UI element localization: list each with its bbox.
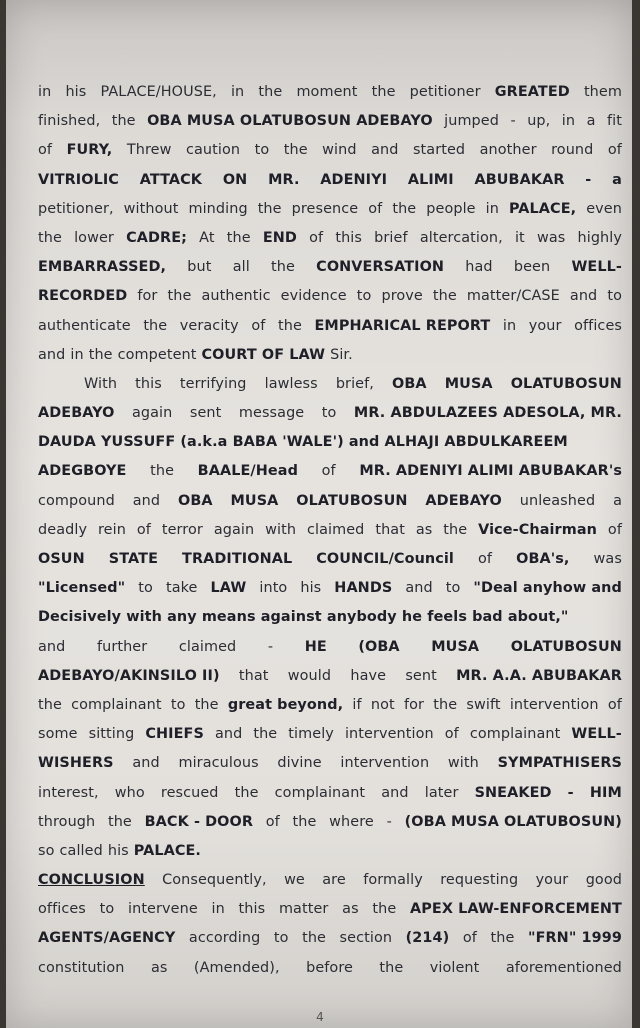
text-word: COURT OF LAW: [201, 346, 326, 363]
text-word: of: [38, 142, 53, 159]
text-word: the: [226, 229, 251, 246]
text-word: -: [510, 113, 516, 130]
text-word: in: [485, 200, 499, 217]
text-word: but: [187, 259, 212, 276]
text-word: MR.: [268, 171, 300, 188]
text-word: in: [38, 84, 52, 100]
text-word: good: [585, 872, 622, 889]
text-word: if: [352, 696, 362, 713]
text-line: [38, 107, 622, 136]
text-line: [38, 837, 622, 866]
text-word: the: [379, 959, 404, 976]
text-word: deadly: [38, 521, 88, 538]
text-word: the: [257, 200, 282, 217]
text-word: Sir.: [330, 346, 353, 363]
text-word: who: [114, 784, 145, 801]
text-word: formally: [363, 872, 423, 889]
text-word: OLATUBOSUN: [510, 375, 622, 392]
text-word: MR. A.A. ABUBAKAR: [456, 667, 622, 684]
text-word: matter: [278, 901, 329, 918]
text-word: that: [238, 667, 269, 684]
text-word: in: [230, 84, 245, 100]
text-word: fit: [606, 113, 622, 130]
text-line: [38, 224, 622, 253]
text-word: offices: [574, 317, 622, 334]
text-line: [38, 136, 622, 165]
text-word: MR. ABDULAZEES ADESOLA, MR.: [353, 405, 622, 422]
text-word: CHIEFS: [145, 726, 204, 743]
text-line: [38, 662, 622, 691]
text-word: Threw: [126, 142, 172, 159]
text-word: petitioner,: [38, 200, 114, 217]
text-word: and: [569, 288, 598, 305]
text-word: for: [137, 288, 158, 305]
text-word: according: [188, 930, 261, 947]
text-word: and: [38, 346, 66, 363]
text-word: later: [424, 784, 459, 801]
text-word: through: [38, 813, 96, 830]
text-word: CADRE;: [126, 229, 187, 246]
text-line: [38, 574, 622, 603]
text-word: of: [265, 813, 280, 830]
text-word: DAUDA YUSSUFF (a.k.a BABA 'WALE') and ALHAJI ABDULKAREEM: [38, 434, 568, 451]
text-word: claimed: [306, 521, 365, 538]
text-word: called: [59, 842, 103, 859]
text-word: was: [536, 229, 566, 246]
text-word: competent: [117, 346, 197, 363]
text-word: sent: [189, 405, 222, 422]
text-word: the: [143, 317, 168, 334]
text-word: so: [38, 842, 55, 859]
text-word: started: [412, 142, 466, 159]
text-word: -: [567, 784, 574, 801]
text-word: the: [302, 930, 326, 947]
text-word: this: [238, 901, 266, 918]
text-word: people: [426, 200, 476, 217]
text-word: brief: [374, 229, 408, 246]
text-word: veracity: [179, 317, 239, 334]
text-word: "FRN" 1999: [527, 930, 622, 947]
text-line: [38, 370, 622, 399]
text-word: complainant: [274, 784, 366, 801]
text-word: EMBARRASSED,: [38, 259, 167, 276]
text-line: [38, 166, 622, 195]
text-word: caution: [186, 142, 241, 159]
text-word: Decisively with any means against anybody he feels bad about,": [38, 609, 569, 626]
text-word: the: [234, 784, 259, 801]
text-word: highly: [577, 229, 622, 246]
text-word: the: [107, 813, 132, 830]
text-word: jumped: [444, 113, 499, 130]
text-word: another: [479, 142, 537, 159]
text-word: END: [262, 229, 297, 246]
text-word: COUNCIL/Council: [316, 551, 454, 567]
text-word: miraculous: [178, 755, 259, 772]
text-word: timely: [288, 726, 334, 743]
text-word: as: [342, 901, 359, 918]
text-word: authentic: [201, 288, 271, 305]
text-word: are: [322, 872, 346, 889]
text-word: a: [586, 113, 596, 130]
text-word: a: [612, 171, 622, 188]
text-line: [38, 720, 622, 749]
text-word: ADEBAYO: [38, 405, 115, 422]
text-word: RECORDED: [38, 288, 128, 305]
text-word: the: [371, 84, 396, 100]
text-word: sitting: [88, 726, 135, 743]
text-word: to: [321, 405, 337, 422]
text-word: WISHERS: [38, 755, 114, 772]
text-word: the: [277, 317, 302, 334]
text-word: of: [607, 521, 622, 538]
text-word: OSUN: [38, 551, 85, 567]
text-line: [38, 282, 622, 311]
text-word: ATTACK: [139, 171, 203, 188]
text-word: ADEBAYO: [425, 492, 502, 509]
text-word: Consequently,: [162, 872, 267, 889]
text-word: PALACE,: [508, 200, 577, 217]
text-line: [38, 603, 622, 632]
text-word: -: [585, 171, 592, 188]
text-word: compound: [38, 492, 115, 509]
text-word: all: [232, 259, 250, 276]
text-word: prove: [381, 288, 423, 305]
text-word: HE: [304, 638, 327, 655]
text-word: PALACE.: [133, 842, 201, 859]
text-word: VITRIOLIC: [38, 171, 119, 188]
text-word: the: [194, 696, 219, 713]
text-word: of: [444, 726, 459, 743]
text-word: not: [370, 696, 395, 713]
text-word: the: [88, 346, 113, 363]
text-word: in: [561, 113, 576, 130]
text-word: "Deal anyhow and: [473, 580, 622, 597]
text-line: [38, 253, 622, 282]
text-word: OLATUBOSUN: [296, 492, 408, 509]
text-word: the: [111, 113, 136, 130]
text-word: petitioner: [409, 84, 481, 100]
text-word: and: [381, 784, 409, 801]
text-word: intervene: [128, 901, 198, 918]
text-word: the: [432, 288, 457, 305]
text-word: the: [271, 259, 295, 276]
text-word: the: [433, 696, 458, 713]
text-line: [38, 895, 622, 924]
text-line: [38, 399, 622, 428]
text-word: complainant: [71, 696, 162, 713]
text-word: offices: [38, 901, 86, 918]
text-word: WELL-: [571, 726, 622, 743]
text-word: ON: [222, 171, 248, 188]
text-word: section: [339, 930, 393, 947]
text-word: and: [38, 638, 66, 655]
text-word: terrifying: [179, 375, 247, 392]
text-word: had: [465, 259, 493, 276]
text-line: [38, 954, 622, 983]
text-word: swift: [466, 696, 501, 713]
text-word: we: [284, 872, 305, 889]
text-word: lower: [74, 229, 114, 246]
text-word: -: [386, 813, 392, 830]
text-word: brief,: [335, 375, 374, 392]
text-word: the: [38, 696, 62, 713]
text-word: rescued: [160, 784, 219, 801]
text-word: LAW: [210, 580, 247, 597]
text-word: APEX LAW-ENFORCEMENT: [410, 901, 622, 918]
text-word: them: [583, 84, 622, 100]
text-word: ADEBAYO/AKINSILO II): [38, 667, 220, 684]
text-word: MUSA: [431, 638, 480, 655]
text-word: (214): [405, 930, 450, 947]
text-word: some: [38, 726, 78, 743]
text-word: with: [447, 755, 479, 772]
text-word: a: [613, 492, 622, 509]
text-line: [38, 924, 622, 953]
text-word: where: [329, 813, 374, 830]
text-word: OBA MUSA OLATUBOSUN ADEBAYO: [147, 113, 433, 130]
text-word: take: [165, 580, 198, 597]
text-word: again: [131, 405, 173, 422]
text-word: the: [253, 726, 278, 743]
text-word: even: [586, 200, 622, 217]
text-line: [38, 195, 622, 224]
text-word: (OBA MUSA OLATUBOSUN): [404, 813, 622, 830]
text-word: round: [551, 142, 594, 159]
text-word: WELL-: [571, 259, 622, 276]
text-word: to: [99, 901, 115, 918]
text-word: been: [513, 259, 551, 276]
text-word: this: [135, 375, 162, 392]
text-word: with: [265, 521, 297, 538]
text-word: of: [309, 229, 324, 246]
text-word: OBA's,: [516, 551, 570, 567]
text-word: of: [368, 200, 383, 217]
page-number: 4: [316, 1010, 324, 1024]
text-word: to: [356, 288, 372, 305]
text-word: AGENTS/AGENCY: [38, 930, 176, 947]
text-word: to: [445, 580, 461, 597]
text-line: [38, 457, 622, 486]
text-word: in: [211, 901, 225, 918]
text-word: FURY,: [66, 142, 113, 159]
text-word: CONCLUSION: [38, 872, 145, 889]
text-word: have: [350, 667, 387, 684]
text-line: [38, 516, 622, 545]
text-word: At: [199, 229, 215, 246]
text-word: interest,: [38, 784, 99, 801]
text-word: was: [593, 551, 622, 567]
text-word: the: [490, 930, 515, 947]
text-word: ABUBAKAR: [474, 171, 565, 188]
text-word: altercation,: [419, 229, 503, 246]
text-word: wind: [322, 142, 357, 159]
text-word: intervention: [340, 755, 430, 772]
text-line: [38, 866, 622, 895]
text-word: MUSA: [230, 492, 279, 509]
text-line: [38, 312, 622, 341]
text-word: and: [132, 755, 160, 772]
text-word: of: [607, 696, 622, 713]
text-line: [38, 749, 622, 778]
text-word: the: [150, 463, 175, 480]
text-line: [38, 428, 622, 457]
text-word: violent: [429, 959, 480, 976]
text-word: evidence: [280, 288, 347, 305]
text-word: before: [306, 959, 353, 976]
text-word: OBA: [177, 492, 213, 509]
text-word: to: [273, 930, 289, 947]
text-word: PALACE/HOUSE,: [100, 84, 217, 100]
text-word: to: [607, 288, 622, 305]
text-word: as: [415, 521, 433, 538]
text-word: BAALE/Head: [197, 463, 298, 480]
text-word: and: [371, 142, 399, 159]
text-word: TRADITIONAL: [182, 551, 293, 567]
text-word: rein: [97, 521, 126, 538]
text-word: (OBA: [358, 638, 400, 655]
text-word: would: [287, 667, 332, 684]
text-word: his: [300, 580, 322, 597]
text-word: presence: [291, 200, 359, 217]
text-word: claimed: [178, 638, 237, 655]
text-line: [38, 633, 622, 662]
text-word: (Amended),: [193, 959, 280, 976]
text-word: HANDS: [334, 580, 393, 597]
text-word: the: [443, 521, 468, 538]
text-word: matter/CASE: [466, 288, 560, 305]
text-word: BACK - DOOR: [144, 813, 254, 830]
text-line: [38, 779, 622, 808]
text-word: SYMPATHISERS: [497, 755, 622, 772]
text-line: [38, 487, 622, 516]
text-word: authenticate: [38, 317, 131, 334]
text-word: With: [84, 375, 118, 392]
text-word: your: [528, 317, 562, 334]
text-word: intervention: [509, 696, 599, 713]
text-word: of: [607, 142, 622, 159]
text-word: of: [136, 521, 151, 538]
text-word: great beyond,: [227, 696, 344, 713]
text-word: MUSA: [444, 375, 493, 392]
text-word: MR. ADENIYI ALIMI ABUBAKAR's: [359, 463, 622, 480]
text-word: EMPHARICAL REPORT: [314, 317, 491, 334]
text-word: into: [259, 580, 288, 597]
text-word: the: [292, 813, 317, 830]
document-body: [38, 78, 622, 983]
text-word: aforementioned: [505, 959, 622, 976]
text-word: to: [138, 580, 153, 597]
text-word: again: [213, 521, 255, 538]
text-word: of: [462, 930, 477, 947]
text-word: without: [123, 200, 179, 217]
text-word: the: [167, 288, 192, 305]
text-word: terror: [161, 521, 203, 538]
text-word: his: [65, 84, 87, 100]
text-word: and: [405, 580, 433, 597]
text-word: divine: [277, 755, 322, 772]
text-word: of: [321, 463, 336, 480]
text-word: HIM: [589, 784, 622, 801]
text-word: in: [70, 346, 84, 363]
text-word: your: [535, 872, 569, 889]
text-word: complainant: [469, 726, 561, 743]
text-word: Vice-Chairman: [478, 521, 598, 538]
text-word: moment: [296, 84, 358, 100]
text-word: constitution: [38, 959, 125, 976]
text-word: that: [375, 521, 405, 538]
text-word: SNEAKED: [474, 784, 552, 801]
text-word: intervention: [344, 726, 434, 743]
text-word: the: [372, 901, 397, 918]
text-word: ALIMI: [407, 171, 454, 188]
text-word: minding: [188, 200, 248, 217]
text-word: ADENIYI: [320, 171, 388, 188]
text-word: as: [150, 959, 168, 976]
text-word: in: [502, 317, 517, 334]
text-word: STATE: [108, 551, 158, 567]
text-word: OLATUBOSUN: [510, 638, 622, 655]
text-word: requesting: [440, 872, 519, 889]
text-word: of: [478, 551, 493, 567]
text-word: GREATED: [494, 84, 570, 100]
text-word: to: [170, 696, 186, 713]
text-word: OBA: [392, 375, 427, 392]
text-line: [38, 78, 622, 107]
text-word: for: [403, 696, 425, 713]
text-line: [38, 808, 622, 837]
text-word: lawless: [264, 375, 318, 392]
text-word: up,: [527, 113, 551, 130]
text-word: and: [132, 492, 161, 509]
text-word: ADEGBOYE: [38, 463, 127, 480]
text-word: it: [514, 229, 525, 246]
text-word: further: [96, 638, 148, 655]
text-word: the: [38, 229, 62, 246]
text-word: "Licensed": [38, 580, 126, 597]
text-word: CONVERSATION: [316, 259, 445, 276]
text-word: his: [107, 842, 129, 859]
text-word: message: [238, 405, 305, 422]
text-word: this: [335, 229, 363, 246]
text-line: [38, 691, 622, 720]
text-word: unleashed: [519, 492, 596, 509]
text-word: and: [214, 726, 243, 743]
text-word: the: [392, 200, 417, 217]
text-word: the: [283, 142, 308, 159]
text-line: [38, 341, 622, 370]
text-word: of: [251, 317, 266, 334]
text-line: [38, 545, 622, 574]
text-word: to: [254, 142, 270, 159]
text-word: -: [267, 638, 274, 655]
text-word: the: [258, 84, 283, 100]
text-word: sent: [405, 667, 437, 684]
document-page: [6, 0, 632, 1028]
text-word: finished,: [38, 113, 101, 130]
